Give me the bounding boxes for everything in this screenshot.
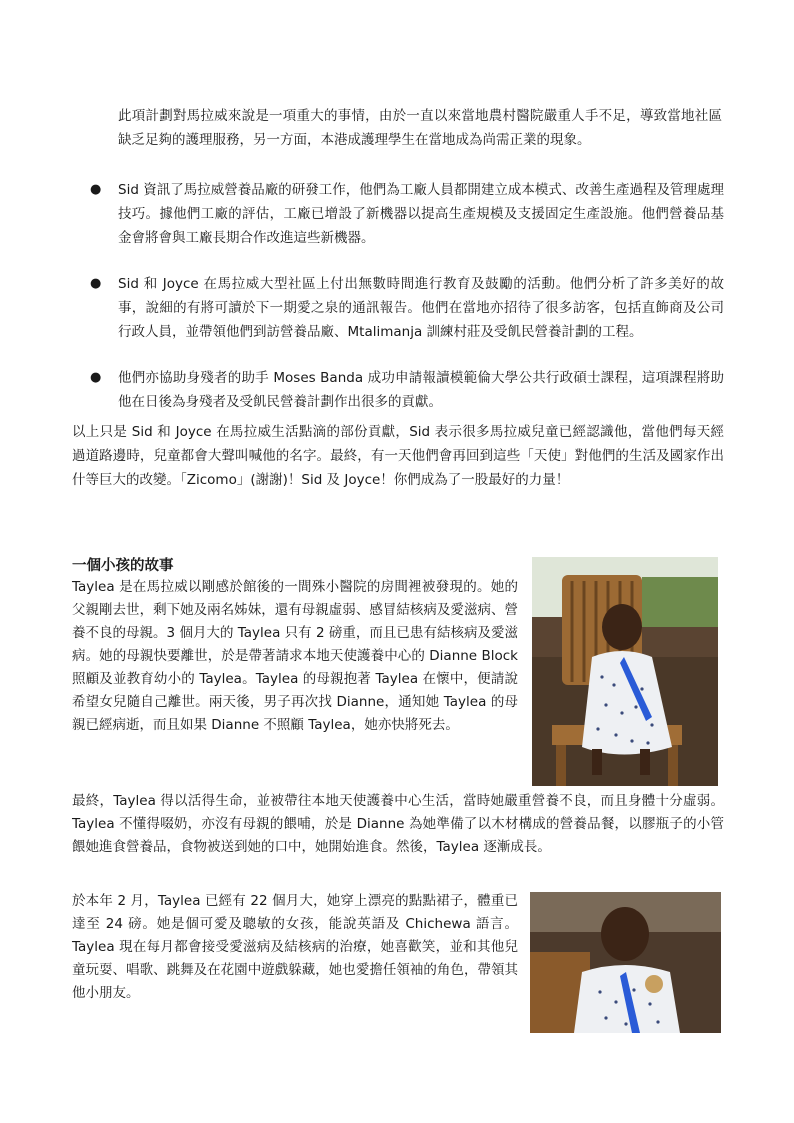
bullet-dot-icon: ● xyxy=(90,182,102,197)
photo-child-on-chair xyxy=(532,557,718,786)
story-paragraph-2: 最終，Taylea 得以活得生命，並被帶往本地天使護養中心生活，當時她嚴重營養不良，而且身體十分虛弱。Taylea 不懂得啜奶，亦沒有母親的餵哺，於是 Dianne 為她準備了以木材構成的營養品餐，以膠瓶子的小管餵她進食營養品，食物被送到她的口中，她開始進食。然後，Taylea 逐漸成長。 xyxy=(72,793,724,855)
bullet-item xyxy=(72,272,724,344)
photo-child-on-chair-image xyxy=(532,557,718,786)
bullet-item xyxy=(72,366,724,414)
story-title: 一個小孩的故事 xyxy=(72,558,174,574)
story-paragraph-1: Taylea 是在馬拉威以剛感於館後的一間殊小醫院的房間裡被發現的。她的父親剛去世，剩下她及兩名姊妹，還有母親虛弱、感冒結核病及愛滋病、營養不良的母親。3 個月大的 Taylea 只有 2 磅重，而且已患有結核病及愛滋病。她的母親快要離世，於是帶著請求本地天使護養中心的 Dianne Block 照顧及並教育幼小的 Taylea。Taylea 的母親抱著 Taylea 在懷中，便請說希望女兒隨自己離世。兩天後，男子再次找 Dianne，通知她 Taylea 的母親已經病逝，而且如果 Dianne 不照顧 Taylea，她亦快將死去。 xyxy=(72,579,518,733)
photo-child-eating-image xyxy=(530,892,721,1033)
closing-paragraph: 以上只是 Sid 和 Joyce 在馬拉威生活點滴的部份貢獻，Sid 表示很多馬拉威兒童已經認識他，當他們每天經過道路邊時，兒童都會大聲叫喊他的名字。最終，有一天他們會再回到這些「天使」對他們的生活及國家作出什等巨大的改變。「Zicomo」(謝謝)！Sid 及 Joyce！你們成為了一股最好的力量！ xyxy=(72,424,724,488)
bullet-list xyxy=(72,178,724,436)
bullet-text: Sid 和 Joyce 在馬拉威大型社區上付出無數時間進行教育及鼓勵的活動。他們分析了許多美好的故事，說細的有將可讀於下一期愛之泉的通訊報告。他們在當地亦招待了很多訪客，包括直飾商及公司行政人員，並帶領他們到訪營養品廠、Mtalimanja 訓練村莊及受飢民營養計劃的工程。 xyxy=(118,276,724,340)
photo-child-eating xyxy=(530,892,721,1033)
bullet-dot-icon: ● xyxy=(90,370,102,385)
bullet-text: Sid 資訊了馬拉威營養品廠的研發工作，他們為工廠人員都開建立成本模式、改善生產過程及管理處理技巧。據他們工廠的評估，工廠已增設了新機器以提高生產規模及支援固定生產設施。他們營養品基金會將會與工廠長期合作改進這些新機器。 xyxy=(118,182,724,246)
bullet-dot-icon: ● xyxy=(90,276,102,291)
story-paragraph-3: 於本年 2 月，Taylea 已經有 22 個月大，她穿上漂亮的點點裙子，體重已達至 24 磅。她是個可愛及聰敏的女孩，能說英語及 Chichewa 語言。Taylea 現在每月都會接受愛滋病及結核病的治療，她喜歡笑，並和其他兒童玩耍、唱歌、跳舞及在花園中遊戲躲藏，她也愛擔任領袖的角色，帶領其他小朋友。 xyxy=(72,893,518,1001)
bullet-text: 他們亦協助身殘者的助手 Moses Banda 成功申請報讀模範倫大學公共行政碩士課程，這項課程將助他在日後為身殘者及受飢民營養計劃作出很多的貢獻。 xyxy=(118,370,724,410)
bullet-item xyxy=(72,178,724,250)
intro-paragraph: 此項計劃對馬拉威來說是一項重大的事情，由於一直以來當地農村醫院嚴重人手不足，導致當地社區缺乏足夠的護理服務，另一方面，本港成護理學生在當地成為尚需正業的現象。 xyxy=(118,108,722,148)
